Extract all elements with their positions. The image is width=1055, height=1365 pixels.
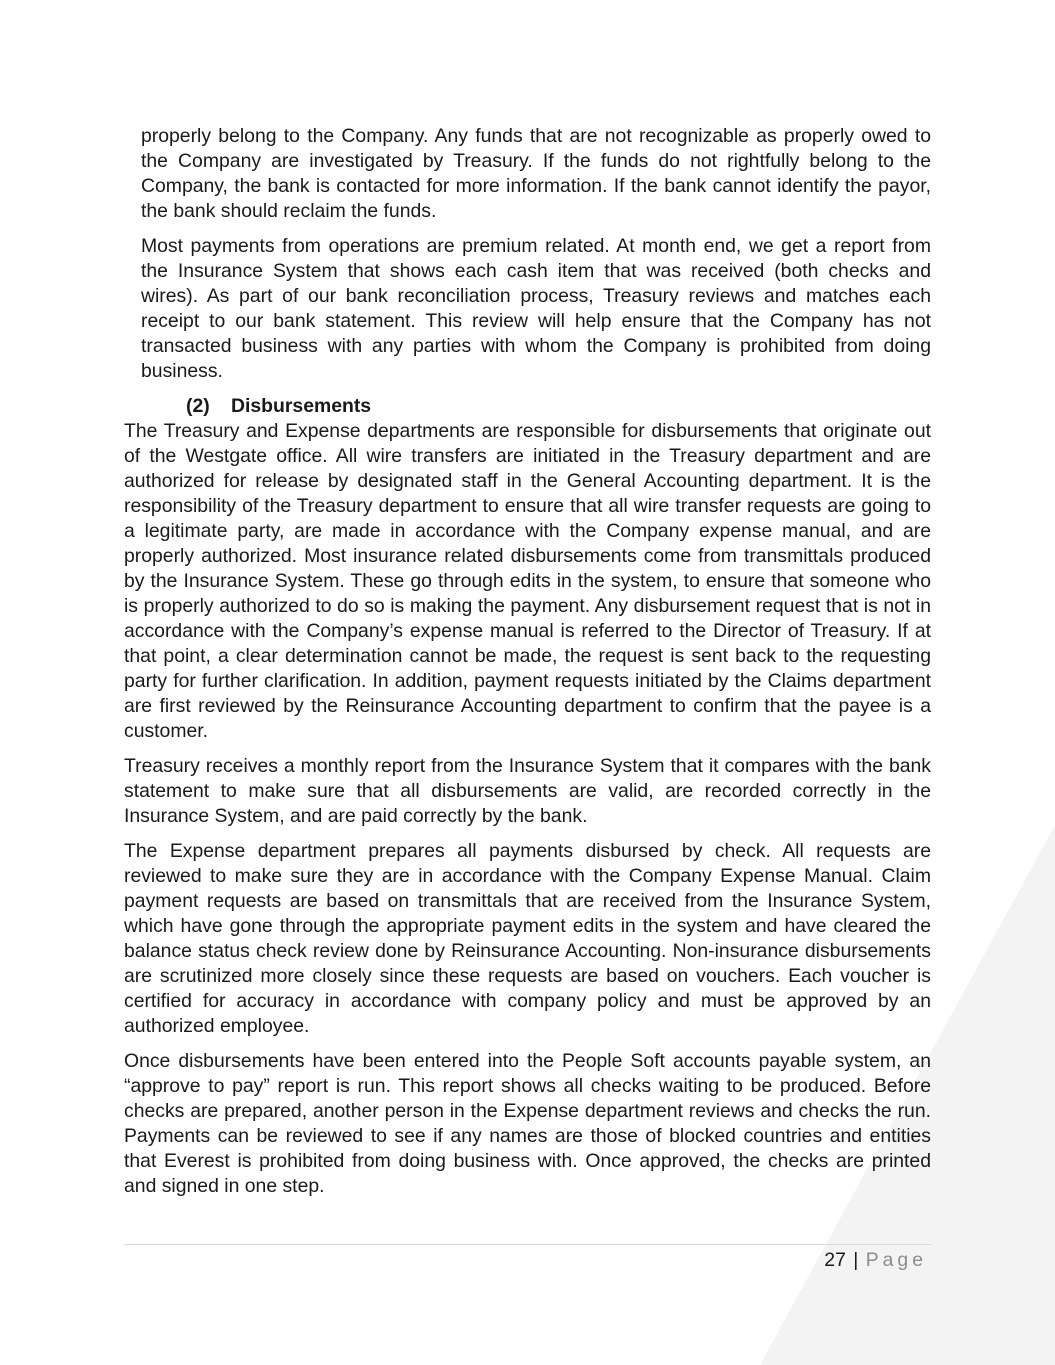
footer-divider [124,1244,931,1245]
paragraph-premium-payments: Most payments from operations are premium related. At month end, we get a report from the Insurance System that shows each cash item that was received (both checks and wires). As part of our bank reconciliation process, Treasury reviews and matches each receipt to our bank statement. This review will help ensure that the Company has not transacted business with any parties with whom the Company is prohibited from doing business. [141,235,931,382]
page-label: Page [865,1249,927,1271]
paragraph-monthly-report: Treasury receives a monthly report from the Insurance System that it compares with the bank statement to make sure that all disbursements are valid, are recorded correctly in the Insurance System, and are paid correctly by the bank. [124,755,931,827]
section-title: Disbursements [231,395,372,417]
paragraph-disbursement-responsibility: The Treasury and Expense departments are responsible for disbursements that originate out of the Westgate office. All wire transfers are initiated in the Treasury department and are authorized for release by designated staff in the General Accounting department. It is the responsibility of the Treasury department to ensure that all wire transfer requests are going to a legitimate party, are made in accordance with the Company expense manual, and are properly authorized. Most insurance related disbursements come from transmittals produced by the Insurance System. These go through edits in the system, to ensure that someone who is properly authorized to do so is making the payment. Any disbursement request that is not in accordance with the Company’s expense manual is referred to the Director of Treasury. If at that point, a clear determination cannot be made, the request is sent back to the requesting party for further clarification. In addition, payment requests initiated by the Claims department are first reviewed by the Reinsurance Accounting department to confirm that the payee is a customer. [124,420,931,742]
page-footer [124,1248,927,1273]
section-heading-disbursements [124,394,931,419]
footer-separator: | [853,1249,859,1271]
page-body [124,124,931,1209]
page-number: 27 [824,1249,846,1271]
paragraph-approve-to-pay: Once disbursements have been entered into the People Soft accounts payable system, an “approve to pay” report is run. This report shows all checks waiting to be produced. Before checks are prepared, another person in the Expense department reviews and checks the run. Payments can be reviewed to see if any names are those of blocked countries and entities that Everest is prohibited from doing business with. Once approved, the checks are printed and signed in one step. [124,1050,931,1197]
section-number: (2) [186,395,210,417]
paragraph-expense-department: The Expense department prepares all payments disbursed by check. All requests are reviewed to make sure they are in accordance with the Company Expense Manual. Claim payment requests are based on transmittals that are received from the Insurance System, which have gone through the appropriate payment edits in the system and have cleared the balance status check review done by Reinsurance Accounting. Non-insurance disbursements are scrutinized more closely since these requests are based on vouchers. Each voucher is certified for accuracy in accordance with company policy and must be approved by an authorized employee. [124,840,931,1037]
paragraph-funds-ownership: properly belong to the Company. Any funds that are not recognizable as properly owed to the Company are investigated by Treasury. If the funds do not rightfully belong to the Company, the bank is contacted for more information. If the bank cannot identify the payor, the bank should reclaim the funds. [141,125,931,222]
